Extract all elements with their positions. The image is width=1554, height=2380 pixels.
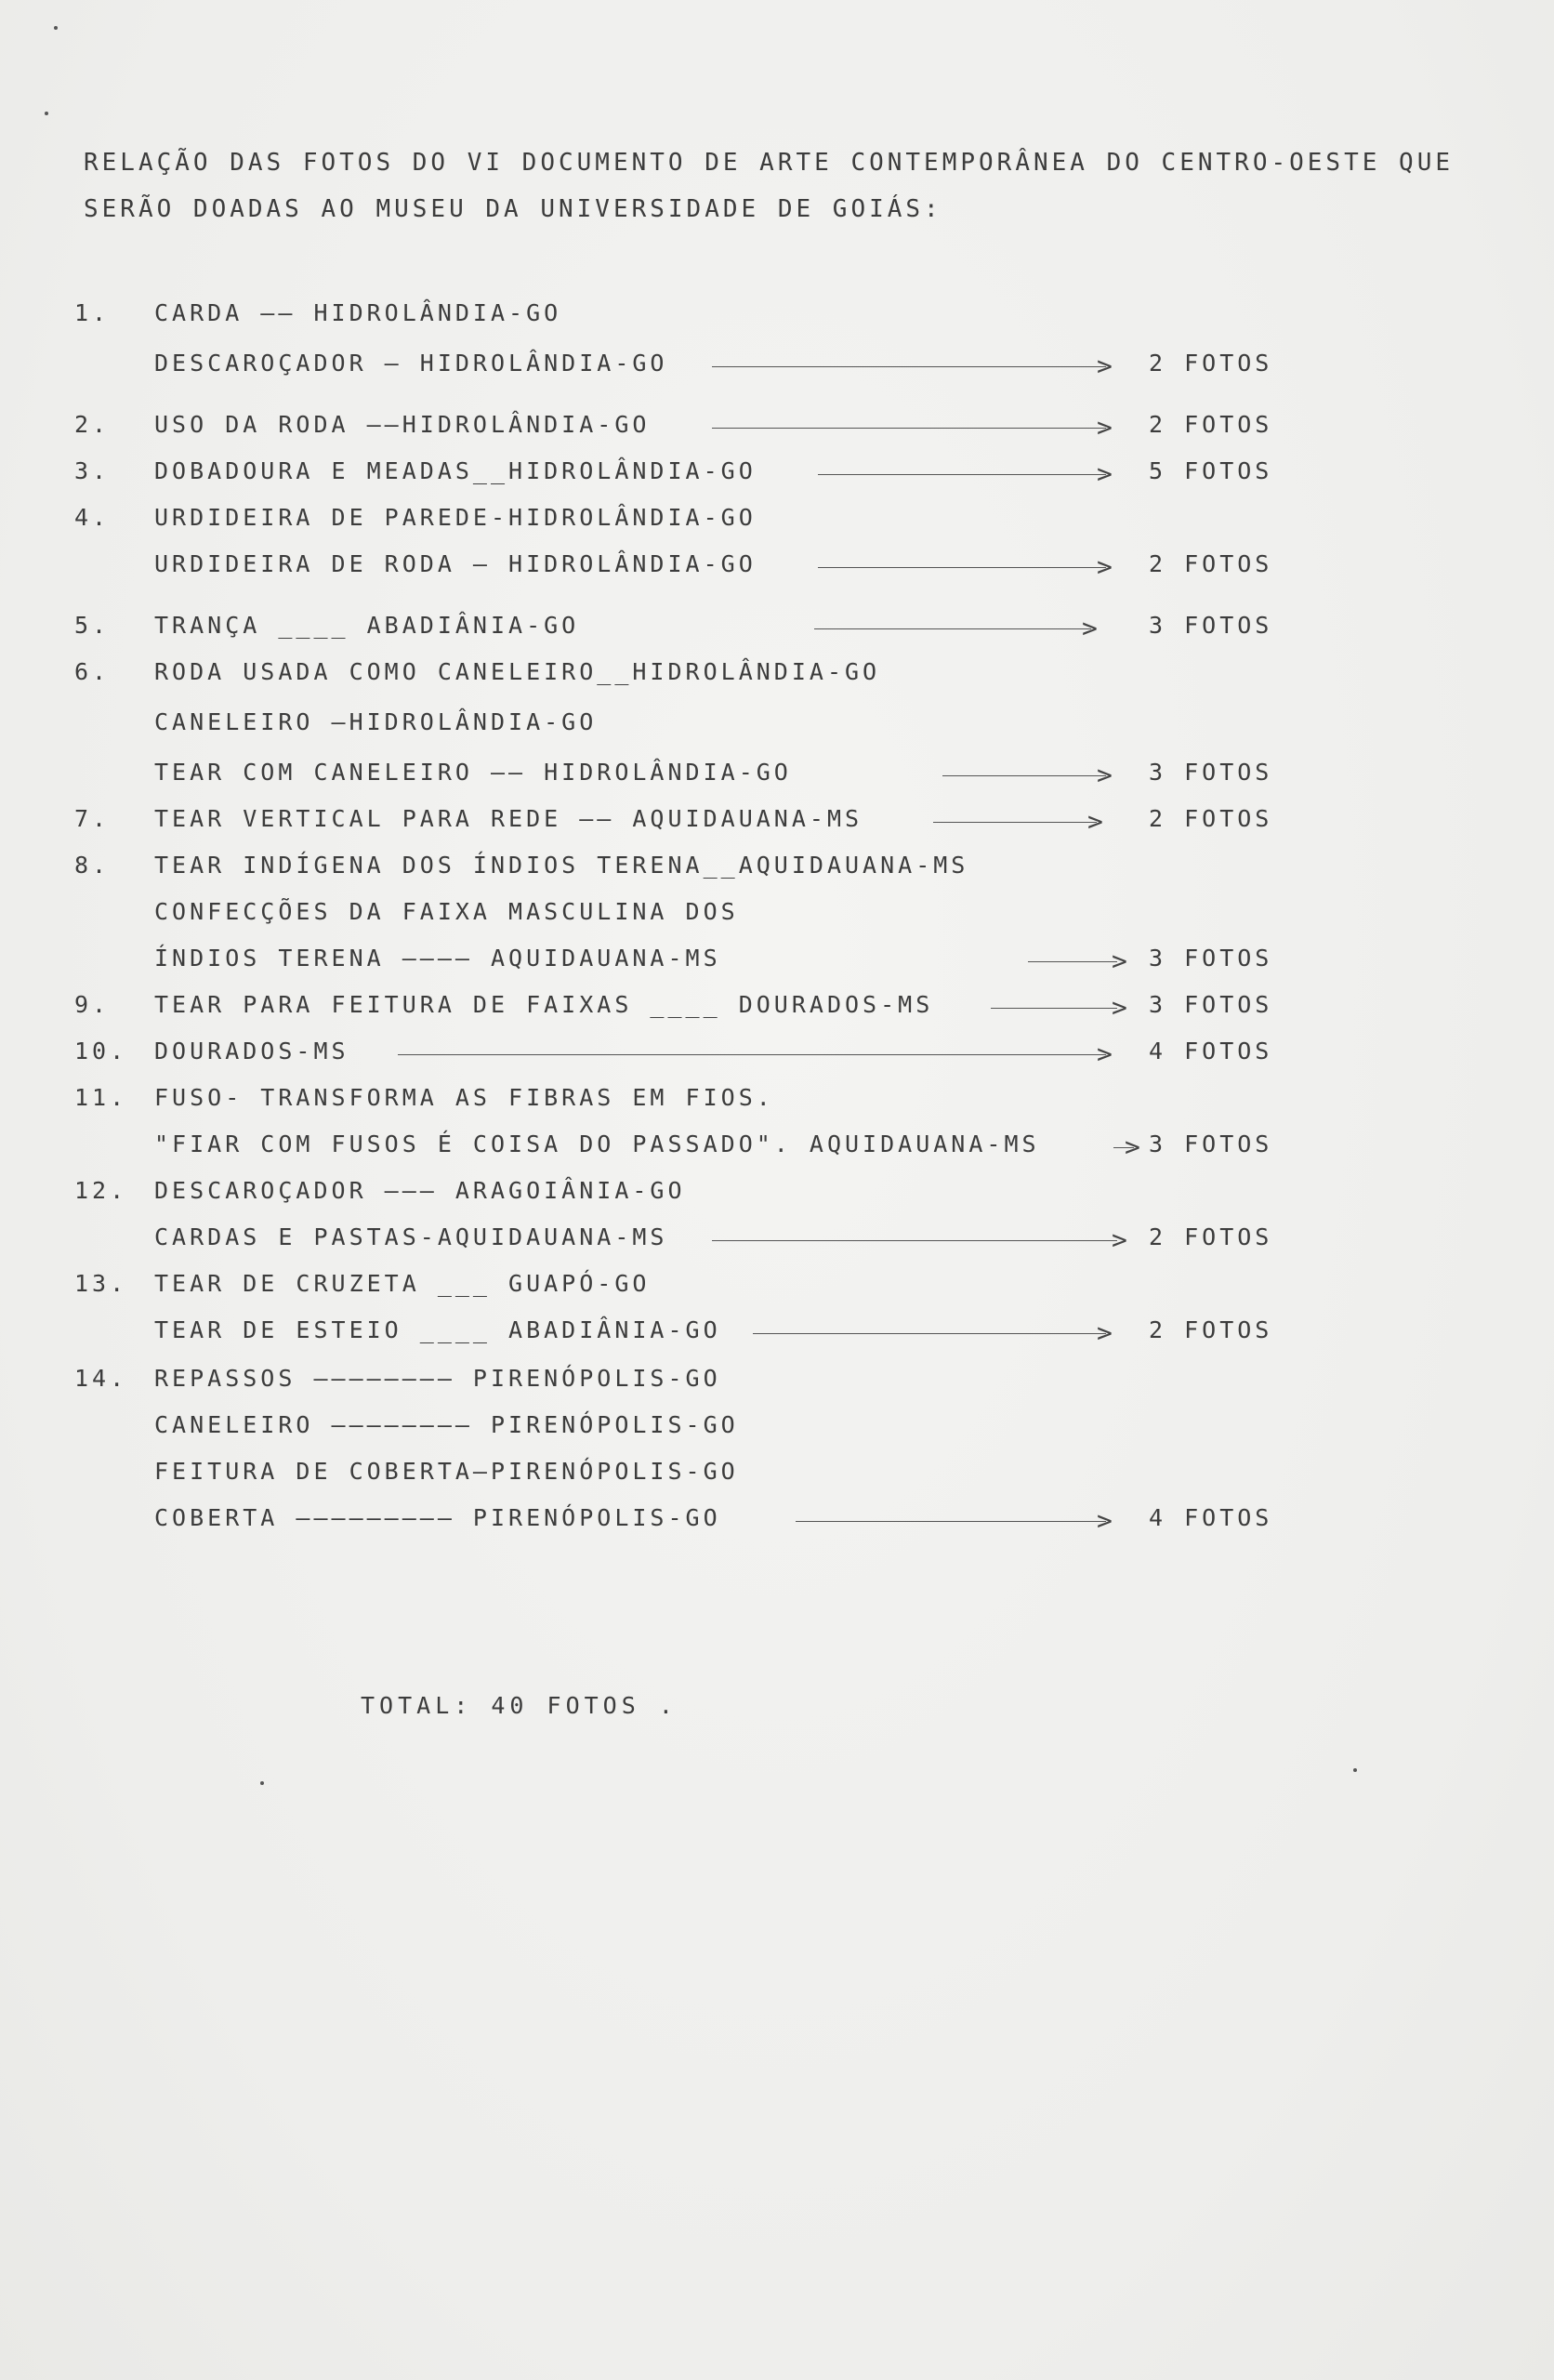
- item-count: 2 FOTOS: [1149, 411, 1273, 438]
- item-number: 3.: [74, 457, 111, 484]
- item-number: 5.: [74, 612, 111, 639]
- list-item: [0, 1177, 1554, 1214]
- item-text: CARDA —— HIDROLÂNDIA-GO: [154, 299, 562, 326]
- leader-line: [991, 1008, 1117, 1009]
- item-text: TEAR INDÍGENA DOS ÍNDIOS TERENA__AQUIDAUANA-MS: [154, 852, 969, 879]
- leader-line: [712, 366, 1106, 367]
- item-number: 12.: [74, 1177, 128, 1204]
- heading-line-1: RELAÇÃO DAS FOTOS DO VI DOCUMENTO DE ARTE CONTEMPORÂNEA DO CENTRO-OESTE QUE: [84, 149, 1454, 177]
- paper-speck: [1353, 1768, 1357, 1772]
- list-item: [0, 805, 1554, 842]
- arrow-icon: >: [1097, 551, 1116, 582]
- arrow-icon: >: [1097, 412, 1116, 443]
- item-text: TEAR DE ESTEIO ____ ABADIÂNIA-GO: [154, 1316, 721, 1343]
- item-text: RODA USADA COMO CANELEIRO__HIDROLÂNDIA-GO: [154, 658, 881, 685]
- item-number: 6.: [74, 658, 111, 685]
- document-heading: [84, 139, 1515, 232]
- list-item: [0, 457, 1554, 495]
- item-count: 3 FOTOS: [1149, 991, 1273, 1018]
- item-number: 9.: [74, 991, 111, 1018]
- item-text: DESCAROÇADOR ——— ARAGOIÂNIA-GO: [154, 1177, 686, 1204]
- leader-line: [796, 1521, 1106, 1522]
- list-item: [0, 945, 1554, 982]
- arrow-icon: >: [1112, 1224, 1131, 1255]
- paper-speck: [54, 26, 58, 30]
- item-count: 3 FOTOS: [1149, 612, 1273, 639]
- item-count: 4 FOTOS: [1149, 1504, 1273, 1531]
- item-number: 14.: [74, 1365, 128, 1392]
- arrow-icon: >: [1112, 945, 1131, 976]
- list-item: [0, 658, 1554, 695]
- item-number: 8.: [74, 852, 111, 879]
- leader-line: [398, 1054, 1106, 1055]
- list-item: [0, 1316, 1554, 1354]
- list-item: [0, 1458, 1554, 1495]
- heading-line-2: SERÃO DOADAS AO MUSEU DA UNIVERSIDADE DE GOIÁS:: [84, 195, 942, 223]
- arrow-icon: >: [1082, 613, 1101, 643]
- item-text: REPASSOS ———————— PIRENÓPOLIS-GO: [154, 1365, 721, 1392]
- leader-line: [818, 567, 1106, 568]
- item-number: 13.: [74, 1270, 128, 1297]
- item-number: 1.: [74, 299, 111, 326]
- item-text: FUSO- TRANSFORMA AS FIBRAS EM FIOS.: [154, 1084, 774, 1111]
- item-count: 2 FOTOS: [1149, 1223, 1273, 1250]
- item-text: CANELEIRO ———————— PIRENÓPOLIS-GO: [154, 1411, 739, 1438]
- item-text: ÍNDIOS TERENA ———— AQUIDAUANA-MS: [154, 945, 721, 972]
- list-item: [0, 1038, 1554, 1075]
- arrow-icon: >: [1097, 1505, 1116, 1536]
- item-count: 2 FOTOS: [1149, 550, 1273, 577]
- arrow-icon: >: [1097, 1317, 1116, 1348]
- item-text: DESCAROÇADOR — HIDROLÂNDIA-GO: [154, 350, 668, 377]
- leader-line: [814, 628, 1091, 629]
- list-item: [0, 1411, 1554, 1448]
- item-count: 2 FOTOS: [1149, 1316, 1273, 1343]
- item-text: CARDAS E PASTAS-AQUIDAUANA-MS: [154, 1223, 668, 1250]
- leader-line: [1028, 961, 1117, 962]
- item-text: TRANÇA ____ ABADIÂNIA-GO: [154, 612, 580, 639]
- arrow-icon: >: [1087, 806, 1107, 837]
- list-item: [0, 1223, 1554, 1261]
- item-text: CANELEIRO —HIDROLÂNDIA-GO: [154, 708, 598, 735]
- arrow-icon: >: [1097, 1038, 1116, 1069]
- arrow-icon: >: [1097, 458, 1116, 489]
- paper-speck: [260, 1781, 264, 1785]
- item-number: 11.: [74, 1084, 128, 1111]
- item-count: 3 FOTOS: [1149, 759, 1273, 786]
- item-count: 4 FOTOS: [1149, 1038, 1273, 1064]
- list-item: [0, 759, 1554, 796]
- total-line: TOTAL: 40 FOTOS .: [361, 1692, 678, 1719]
- leader-line: [942, 775, 1106, 776]
- arrow-icon: >: [1097, 760, 1116, 790]
- list-item: [0, 1084, 1554, 1121]
- arrow-icon: >: [1112, 992, 1131, 1023]
- item-number: 4.: [74, 504, 111, 531]
- item-number: 10.: [74, 1038, 128, 1064]
- item-text: TEAR COM CANELEIRO —— HIDROLÂNDIA-GO: [154, 759, 792, 786]
- list-item: [0, 991, 1554, 1028]
- list-item: [0, 852, 1554, 889]
- leader-line: [753, 1333, 1106, 1334]
- item-number: 7.: [74, 805, 111, 832]
- list-item: [0, 550, 1554, 588]
- item-text: COBERTA ————————— PIRENÓPOLIS-GO: [154, 1504, 721, 1531]
- paper-speck: [45, 112, 48, 115]
- arrow-icon: >: [1125, 1131, 1144, 1162]
- item-count: 5 FOTOS: [1149, 457, 1273, 484]
- item-text: TEAR VERTICAL PARA REDE —— AQUIDAUANA-MS: [154, 805, 863, 832]
- list-item: [0, 708, 1554, 746]
- item-count: 2 FOTOS: [1149, 805, 1273, 832]
- item-count: 2 FOTOS: [1149, 350, 1273, 377]
- list-item: [0, 1365, 1554, 1402]
- list-item: [0, 299, 1554, 337]
- list-item: [0, 898, 1554, 935]
- item-count: 3 FOTOS: [1149, 1130, 1273, 1157]
- leader-line: [712, 1240, 1117, 1241]
- list-item: [0, 350, 1554, 387]
- leader-line: [712, 428, 1106, 429]
- leader-line: [818, 474, 1106, 475]
- list-item: [0, 1504, 1554, 1541]
- list-item: [0, 411, 1554, 448]
- list-item: [0, 1130, 1554, 1168]
- list-item: [0, 504, 1554, 541]
- item-count: 3 FOTOS: [1149, 945, 1273, 972]
- item-text: "FIAR COM FUSOS É COISA DO PASSADO". AQUIDAUANA-MS: [154, 1130, 1040, 1157]
- item-text: FEITURA DE COBERTA—PIRENÓPOLIS-GO: [154, 1458, 739, 1485]
- list-item: [0, 1270, 1554, 1307]
- item-text: URDIDEIRA DE PAREDE-HIDROLÂNDIA-GO: [154, 504, 757, 531]
- item-number: 2.: [74, 411, 111, 438]
- item-text: CONFECÇÕES DA FAIXA MASCULINA DOS: [154, 898, 739, 925]
- item-text: URDIDEIRA DE RODA — HIDROLÂNDIA-GO: [154, 550, 757, 577]
- item-text: DOURADOS-MS: [154, 1038, 349, 1064]
- leader-line: [933, 822, 1097, 823]
- arrow-icon: >: [1097, 350, 1116, 381]
- item-text: TEAR PARA FEITURA DE FAIXAS ____ DOURADOS-MS: [154, 991, 934, 1018]
- list-item: [0, 612, 1554, 649]
- item-text: USO DA RODA ——HIDROLÂNDIA-GO: [154, 411, 651, 438]
- item-text: DOBADOURA E MEADAS__HIDROLÂNDIA-GO: [154, 457, 757, 484]
- item-text: TEAR DE CRUZETA ___ GUAPÓ-GO: [154, 1270, 651, 1297]
